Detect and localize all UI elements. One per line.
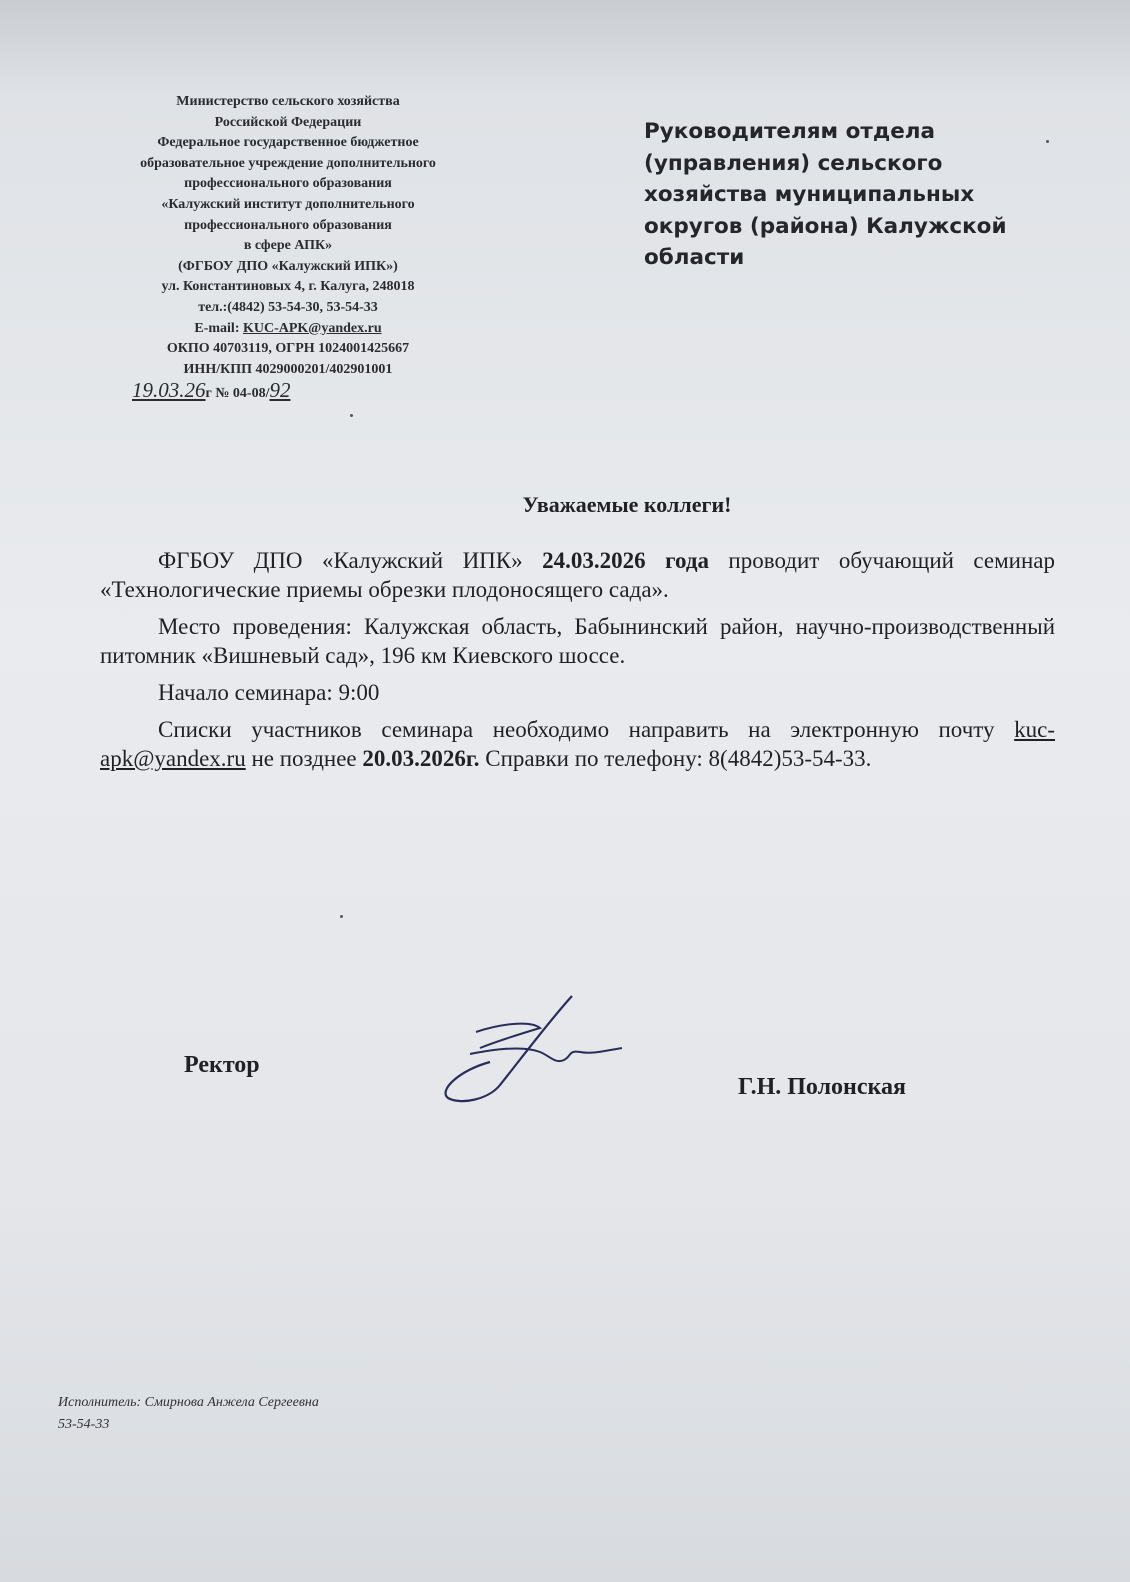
contacts-text: Списки участников семинара необходимо направить на электронную почту [158, 717, 1015, 742]
seminar-text: ФГБОУ ДПО «Калужский ИПК» [158, 548, 543, 573]
contacts-phone-text: Справки по телефону: 8(4842)53-54-33. [479, 746, 872, 771]
paper-speck [340, 915, 343, 918]
registration-number: 92 [269, 378, 291, 403]
paragraph-start-time: Начало семинара: 9:00 [158, 680, 380, 705]
executor-block [58, 1392, 319, 1436]
sender-line: образовательное учреждение дополнительного [140, 155, 436, 171]
sender-line: в сфере АПК» [243, 238, 333, 254]
sender-line: профессионального образования [184, 217, 392, 233]
signatory-name: Г.Н. Полонская [738, 1074, 906, 1100]
sender-email-link[interactable]: KUC-APK@yandex.ru [242, 320, 382, 336]
contacts-email-link[interactable]: kuc-apk@yandex.ru [100, 717, 1055, 771]
sender-inn: ИНН/КПП 4029000201/402901001 [183, 361, 393, 377]
paragraph-location: Место проведения: Калужская область, Бабынинский район, научно-производственный питомник «Вишневый сад», 196 км Киевского шоссе. [100, 614, 1055, 668]
registration-line [88, 380, 488, 405]
paragraph-contacts [100, 715, 1055, 773]
paper-speck [350, 414, 353, 417]
sender-line: тел.:(4842) 53-54-30, 53-54-33 [198, 299, 378, 315]
sender-block [88, 92, 488, 405]
sender-line: Министерство сельского хозяйства [176, 94, 400, 109]
deadline-date: 20.03.2026г. [362, 746, 480, 771]
sender-line: (ФГБОУ ДПО «Калужский ИПК») [178, 258, 398, 274]
seminar-date: 24.03.2026 года [542, 548, 709, 573]
sender-line: «Калужский институт дополнительного [161, 196, 415, 212]
email-prefix: E-mail: [194, 320, 243, 336]
sender-line: ул. Константиновых 4, г. Калуга, 248018 [161, 279, 415, 295]
seminar-text-end: проводит обучающий семинар «Технологические приемы обрезки плодоносящего сада». [100, 548, 1056, 602]
greeting: Уважаемые коллеги! [522, 492, 732, 517]
addressee-block: Руководителям отдела (управления) сельского хозяйства муниципальных округов (района) Калужской области [644, 119, 1007, 271]
letter-body [100, 546, 1055, 781]
signatory-position: Ректор [184, 1052, 260, 1078]
handwritten-signature [440, 990, 640, 1110]
sender-okpo: ОКПО 40703119, ОГРН 1024001425667 [166, 341, 410, 357]
registration-number-label: г № 04-08/ [205, 386, 270, 402]
sender-line: Российской Федерации [214, 114, 362, 130]
sender-line: Федеральное государственное бюджетное [157, 135, 419, 151]
sender-line: профессионального образования [184, 176, 392, 192]
registration-date: 19.03.26 [132, 378, 206, 403]
paragraph-seminar [100, 546, 1055, 604]
executor-name: Исполнитель: Смирнова Анжела Сергеевна [58, 1395, 319, 1410]
paper-speck [1046, 140, 1049, 143]
sender-email-line [88, 319, 488, 340]
executor-phone: 53-54-33 [58, 1417, 110, 1432]
contacts-text-mid: не позднее [245, 746, 363, 771]
